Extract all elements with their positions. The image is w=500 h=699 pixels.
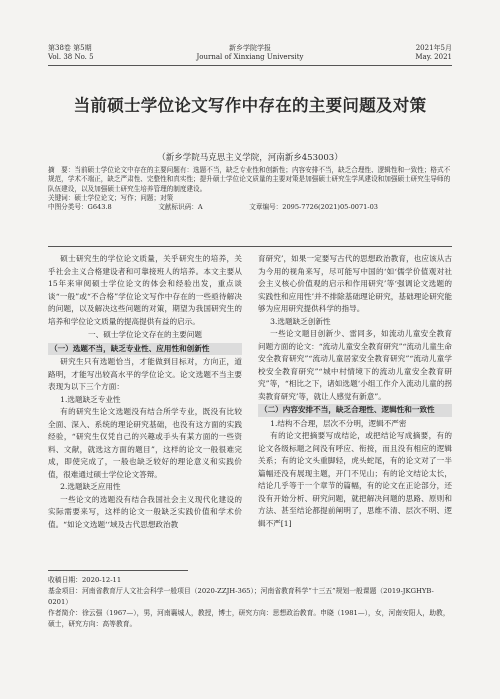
subsection-heading: （二）内容安排不当，缺乏合理性、逻辑性和一致性 xyxy=(258,404,452,417)
journal-name-en: Journal of Xinxiang University xyxy=(196,53,304,61)
footnote-rule xyxy=(48,570,188,571)
keywords: 关键词：硕士学位论文；写作；问题；对策 xyxy=(48,193,174,202)
volume-issue-en: Vol. 38 No. 5 xyxy=(48,53,94,61)
point-heading: 3.选题缺乏创新性 xyxy=(270,316,331,326)
publication-date-cn: 2021年5月 xyxy=(415,44,452,52)
paper-title: 当前硕士学位论文写作中存在的主要问题及对策 xyxy=(73,96,427,115)
header-rule xyxy=(48,65,452,66)
abstract-block xyxy=(48,166,452,212)
point-heading: 2.选题缺乏应用性 xyxy=(60,482,121,491)
body-columns xyxy=(48,253,452,531)
fund-info: 基金项目：河南省教育厅人文社会科学一般项目（2020-ZZJH-365）；河南省教育科学“十三五”规划一般课题（2019-JKGHYB-0201） xyxy=(48,587,434,606)
publication-date xyxy=(415,44,452,62)
abstract-rule xyxy=(48,246,452,247)
article-number: 文章编号：2095-7726(2021)05-0071-03 xyxy=(249,203,378,212)
volume-issue-cn: 第38卷 第5期 xyxy=(48,44,92,52)
subsection-heading: （一）选题不当，缺乏专业性、应用性和创新性 xyxy=(48,343,242,356)
point-heading: 1.选题缺乏专业性 xyxy=(60,394,121,404)
classification-number: 中图分类号：G643.8 xyxy=(48,203,112,212)
abstract-text: 摘 要：当前硕士学位论文中存在的主要问题有：选题不当，缺乏专业性和创新性；内容安排不当，缺乏合理性、逻辑性和一致性；格式不规范，学术不端正，缺乏严肃性、完整性和真实性；提升硕士学位论文质量的主要对策是加强硕士研究生学风建设和加强硕士研究生导师的队伍建设，以及加强硕士研究生培养管理的制度建设。 xyxy=(48,166,451,193)
body-paragraph: 一些论文的选题没有结合我国社会主义现代化建设的实际需要来写，这样的论文一般缺乏实践价值和学术价值。“如论文选题‘‘域及古代思想政治教 xyxy=(48,494,242,529)
body-paragraph: 育研究’，如果一定要写古代的思想政治教育，也应该从古为今用的视角来写，尽可能写中国的‘如‘儒学价值观对社会主义核心价值观的启示和作用研究’等‘强调论文选题的实践性和应用性’并不排除基础理论研究，基础理论研究能够为应用研究提供科学的指导。 xyxy=(258,254,452,313)
classification-row xyxy=(48,203,378,212)
publication-date-en: May. 2021 xyxy=(415,53,452,61)
body-paragraph: 有的研究生论文选题没有结合所学专业，既没有比较全面、深入、系统的理论研究基础，也没有这方面的实践经验，“研究生仅凭自己的兴趣或手头有某方面的一些资料、文献，就选这方面的题目”，这样的论文一般很难完成，即使完成了，一般也缺乏较好的理论意义和实践价值，很难通过硕士学位论文答辩。 xyxy=(48,407,242,479)
left-column xyxy=(48,253,242,531)
document-code: 文献标识码：A xyxy=(158,203,203,212)
author-info: 作者简介：徐云强（1967—），男，河南襄城人，教授，博士，研究方向：思想政治教育。申晓（1981—），女，河南安阳人，助教，硕士，研究方向：高等教育。 xyxy=(48,609,450,628)
section-heading: 一、硕士学位论文存在的主要问题 xyxy=(88,330,202,339)
point-heading: 1.结构不合理，层次不分明，逻辑不严密 xyxy=(270,418,407,428)
author-affiliation: （新乡学院马克思主义学院，河南新乡453003） xyxy=(157,153,343,163)
footnote-block xyxy=(48,575,452,630)
body-paragraph: 一些论文题目创新少、雷同多，如流动儿童安全教育问题方面的论文：“流动儿童安全教育研究”“流动儿童生命安全教育研究”“流动儿童居家安全教育研究”“流动儿童学校安全教育研究”“城中村情境下的流动儿童安全教育研究”等，“相比之下，诸如选题‘小组工作介入流动儿童的拐卖教育研究’等，就让人感觉有新意”。 xyxy=(258,329,452,401)
intro-paragraph: 硕士研究生的学位论文质量，关乎研究生的培养，关乎社会主义合格建设者和可靠接班人的培养。本文主要从15年来审阅硕士学位论文的体会和经验出发，重点谈谈“一般”或“不合格”学位论文写作中存在的一些亟待解决的问题，以及解决这些问题的对策，期望为我国研究生的培养和学位论文质量的提高提供有益的启示。 xyxy=(48,254,242,326)
received-date: 收稿日期：2020-12-11 xyxy=(48,576,122,584)
right-column xyxy=(258,253,452,531)
body-paragraph: 有的论文把摘要写成结论，或把结论写成摘要，有的论文各级标题之间没有呼应、衔接，而且没有相应的逻辑关系；有的论文头重脚轻，虎头蛇尾，有的论文对了一半篇幅还没有展现主题，开门不见山；有的论文结论太长，结论几乎等于一个章节的篇幅，有的论文在正论部分，还没有开始分析、研究问题，就把解决问题的思路、原则和方法、甚至结论都提前阐明了，思维不清、层次不明、逻辑不严[1] xyxy=(258,431,452,528)
body-paragraph: 研究生只有选题恰当，才能做到目标对，方向正，道路明，才能写出较高水平的学位论文。论文选题不当主要表现为以下三个方面： xyxy=(48,357,242,391)
journal-name-cn: 新乡学院学报 xyxy=(229,44,271,52)
